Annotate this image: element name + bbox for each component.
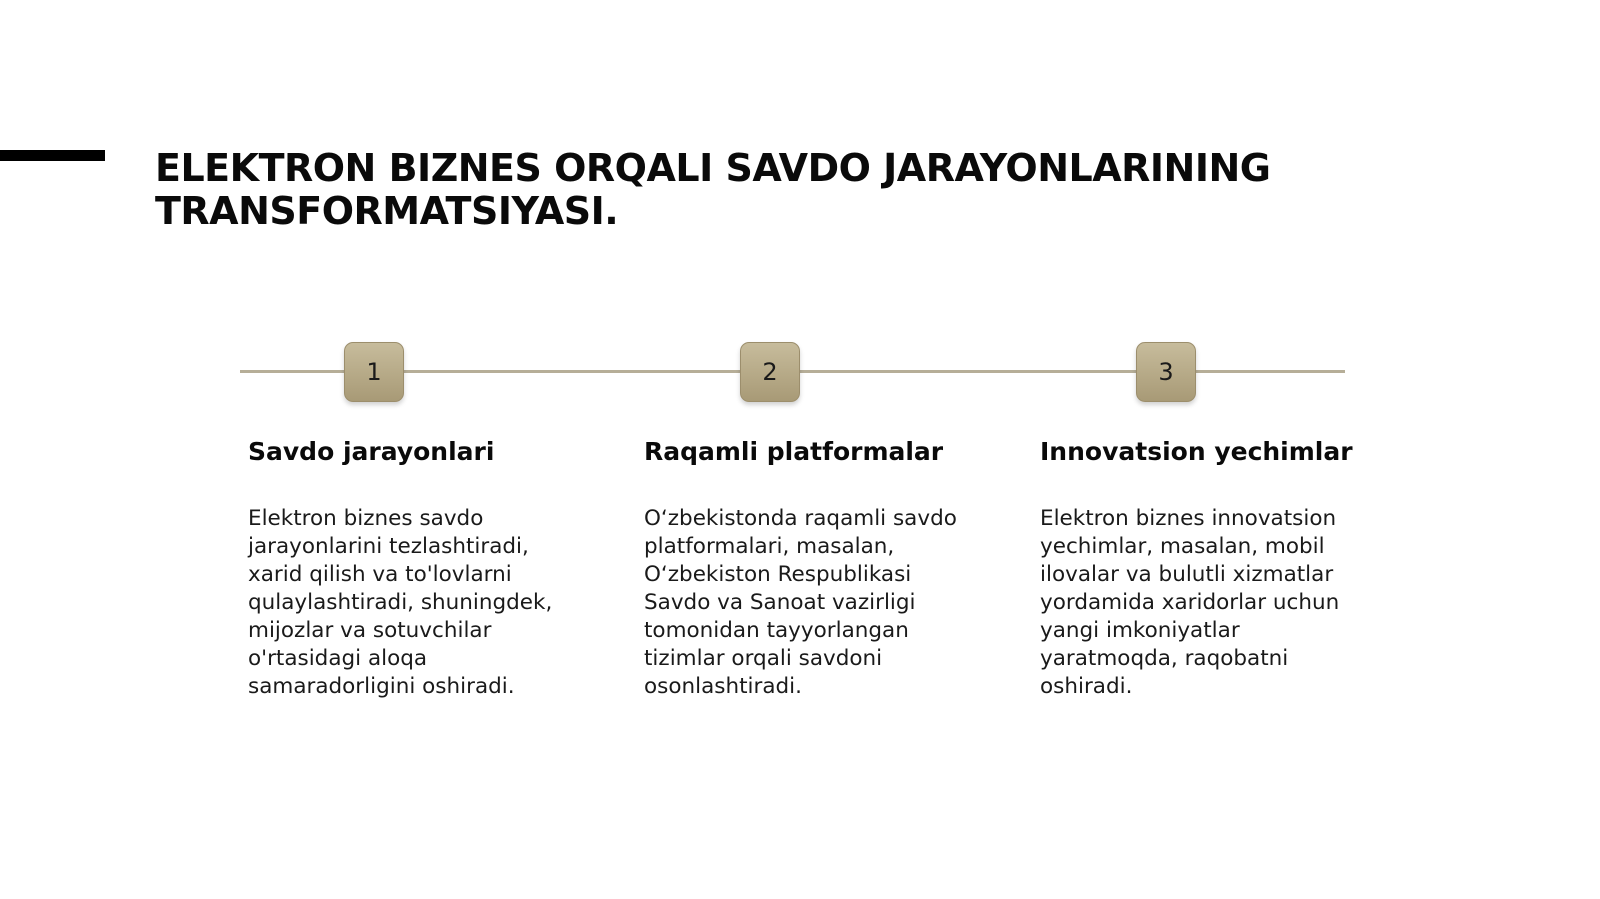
step-heading-3: Innovatsion yechimlar xyxy=(1040,437,1353,466)
step-body-2: O‘zbekistonda raqamli savdo platformalari, masalan, O‘zbekiston Respublikasi Savdo va Sanoat vazirligi tomonidan tayyorlangan tizimlar orqali savdoni osonlashtiradi. xyxy=(644,506,957,699)
step-marker-3: 3 xyxy=(1136,342,1196,402)
title-accent-bar xyxy=(0,150,105,161)
step-column-3 xyxy=(1040,436,1380,701)
step-marker-2: 2 xyxy=(740,342,800,402)
slide-title: ELEKTRON BIZNES ORQALI SAVDO JARAYONLARINING TRANSFORMATSIYASI. xyxy=(155,146,1271,233)
step-column-1 xyxy=(248,436,588,701)
step-heading-1: Savdo jarayonlari xyxy=(248,437,495,466)
step-heading-2: Raqamli platformalar xyxy=(644,437,944,466)
step-body-3: Elektron biznes innovatsion yechimlar, masalan, mobil ilovalar va bulutli xizmatlar yordamida xaridorlar uchun yangi imkoniyatlar yaratmoqda, raqobatni oshiradi. xyxy=(1040,506,1340,699)
step-body-1: Elektron biznes savdo jarayonlarini tezlashtiradi, xarid qilish va to'lovlarni qulaylashtiradi, shuningdek, mijozlar va sotuvchilar o'rtasidagi aloqa samaradorligini oshiradi. xyxy=(248,506,553,699)
step-column-2 xyxy=(644,436,984,701)
step-marker-1: 1 xyxy=(344,342,404,402)
